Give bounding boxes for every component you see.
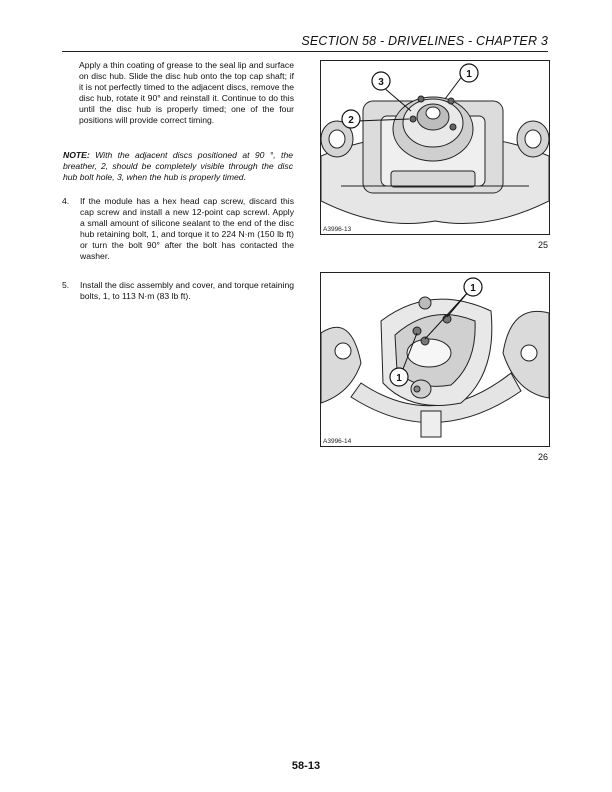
step-number: 4.	[62, 196, 70, 206]
figure-code: A3996-14	[323, 438, 352, 445]
figure-26-illustration	[320, 272, 550, 447]
step-text: If the module has a hex head cap screw, discard this cap screw and install a new 12-point cap screwl. Apply a small amount of silicone sealant to the end of the disc hub retaining bolt, 1, and torque it to 224 N·m (150 lb ft) or turn the bolt 90° after the bolt has contacted the washer.	[80, 196, 294, 261]
callout-label: 1	[396, 373, 402, 384]
figure-25-illustration	[320, 60, 550, 235]
note-label: NOTE:	[63, 150, 90, 160]
page-number: 58-13	[291, 760, 321, 772]
disc-hub-drawing	[321, 61, 549, 234]
callout-label: 3	[378, 77, 384, 88]
header-divider	[62, 51, 548, 52]
callout-label: 1	[470, 283, 476, 294]
figure-number: 25	[537, 240, 548, 250]
disc-assembly-drawing	[321, 273, 549, 446]
step-4	[62, 196, 294, 261]
step-text: Install the disc assembly and cover, and torque retaining bolts, 1, to 113 N·m (83 lb ft).	[80, 280, 295, 301]
step-number: 5.	[62, 280, 70, 290]
intro-paragraph: Apply a thin coating of grease to the seal lip and surface on disc hub. Slide the disc hub onto the top cap shaft; if it is not perfectly timed to the adjacent discs, remove the disc hub, rotate it 90° and reinstall it. Continue to do this until the disc hub is properly timed; one of the four positions will provide correct timing.	[79, 60, 294, 125]
note-paragraph	[63, 150, 293, 183]
callout-label: 2	[348, 115, 354, 126]
callout-label: 1	[466, 69, 472, 80]
section-header: SECTION 58 - DRIVELINES - CHAPTER 3	[301, 34, 548, 48]
figure-number: 26	[537, 452, 548, 462]
figure-code: A3996-13	[323, 226, 352, 233]
step-5	[62, 280, 294, 302]
note-text: With the adjacent discs positioned at 90 °, the breather, 2, should be completely visible through the disc hub bolt hole, 3, when the hub is properly timed.	[63, 150, 293, 182]
